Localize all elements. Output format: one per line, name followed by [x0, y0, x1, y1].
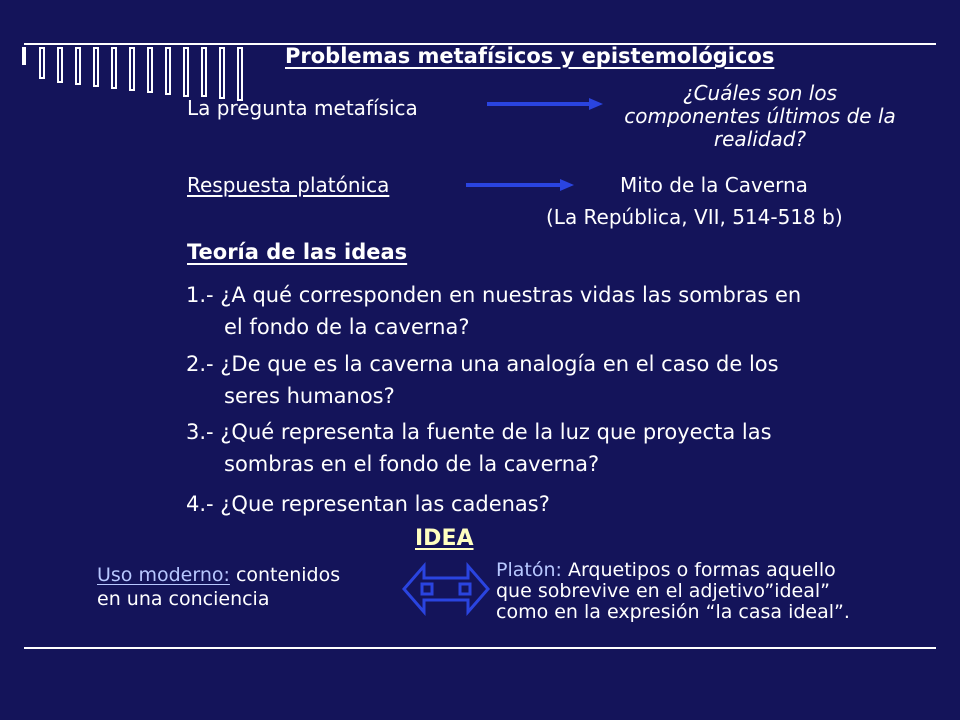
bottom-divider	[24, 647, 936, 649]
arrow-right-icon	[487, 96, 605, 112]
question-item: 3.- ¿Qué representa la fuente de la luz que proyecta las sombras en el fondo de la caverna?	[186, 420, 772, 476]
modern-use-label: Uso moderno:	[97, 564, 230, 586]
platonic-answer-label: Respuesta platónica	[187, 173, 390, 197]
metaphysical-question-label: La pregunta metafísica	[187, 96, 418, 120]
plato-text: Platón: Arquetipos o formas aquello que sobrevive en el adjetivo”ideal” como en la expresión “la casa ideal”.	[496, 559, 850, 623]
question-item: 2.- ¿De que es la caverna una analogía en el caso de los seres humanos?	[186, 352, 779, 408]
question-item: 4.- ¿Que representan las cadenas?	[186, 492, 550, 516]
idea-label: IDEA	[415, 526, 474, 551]
slide-title: Problemas metafísicos y epistemológicos	[285, 44, 775, 68]
arrow-right-icon	[466, 177, 576, 193]
double-arrow-icon	[402, 562, 490, 616]
metaphysical-question-answer: ¿Cuáles son los componentes últimos de la realidad?	[624, 81, 896, 151]
plato-label: Platón:	[496, 559, 562, 581]
platonic-answer-myth: Mito de la Caverna	[620, 173, 808, 197]
modern-use-text: Uso moderno: contenidos en una conciencia	[97, 564, 341, 610]
theory-heading: Teoría de las ideas	[187, 240, 408, 264]
question-item: 1.- ¿A qué corresponden en nuestras vidas las sombras en el fondo de la caverna?	[186, 283, 802, 339]
decorative-header-bars	[20, 44, 260, 104]
platonic-answer-reference: (La República, VII, 514-518 b)	[546, 205, 843, 229]
